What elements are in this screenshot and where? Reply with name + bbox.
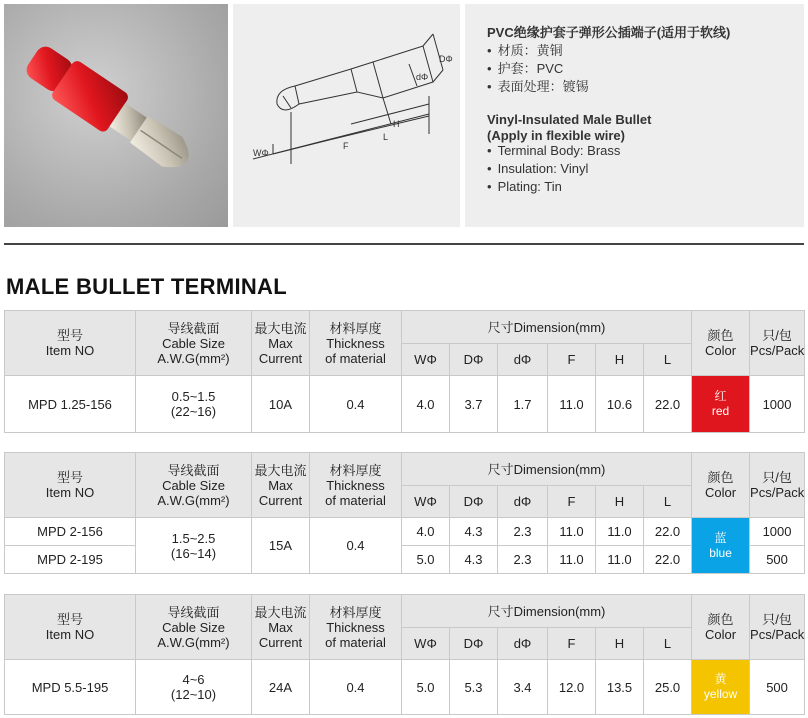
dimension-drawing	[233, 4, 460, 227]
item-no-cell: MPD 2-195	[5, 546, 136, 574]
cable-size-header: 导线截面 Cable Size A.W.G(mm²)	[136, 595, 252, 660]
dim-cell: 10.6	[596, 376, 644, 433]
thickness-cell: 0.4	[310, 660, 402, 715]
pack-header: 只/包 Pcs/Pack	[750, 311, 805, 376]
d-inner-label: dΦ	[416, 72, 429, 82]
dim-l-header: L	[644, 344, 692, 376]
dim-h-header: H	[596, 486, 644, 518]
dim-cell: 5.0	[402, 660, 450, 715]
dim-cell: 13.5	[596, 660, 644, 715]
max-current-header: 最大电流 Max Current	[252, 311, 310, 376]
dim-h-header: H	[596, 344, 644, 376]
cable-size-header: 导线截面 Cable Size A.W.G(mm²)	[136, 311, 252, 376]
color-swatch-yellow: 黄 yellow	[692, 660, 750, 715]
thickness-header: 材料厚度 Thickness of material	[310, 595, 402, 660]
dim-d-inner-header: dΦ	[498, 628, 548, 660]
max-current-header: 最大电流 Max Current	[252, 453, 310, 518]
dimension-header: 尺寸Dimension(mm)	[402, 453, 692, 486]
dim-d-inner-header: dΦ	[498, 344, 548, 376]
dim-cell: 5.0	[402, 546, 450, 574]
dim-cell: 4.0	[402, 518, 450, 546]
h-label: H	[393, 119, 400, 129]
dim-f-header: F	[548, 486, 596, 518]
thickness-header: 材料厚度 Thickness of material	[310, 311, 402, 376]
item-no-cell: MPD 5.5-195	[5, 660, 136, 715]
en-spec-item: • Terminal Body: Brass	[487, 142, 620, 160]
dim-cell: 11.0	[548, 376, 596, 433]
dim-cell: 22.0	[644, 376, 692, 433]
en-spec-list	[487, 142, 620, 196]
dim-f-header: F	[548, 344, 596, 376]
item-no-header: 型号 Item NO	[5, 453, 136, 518]
pack-cell: 500	[750, 546, 805, 574]
dim-cell: 4.0	[402, 376, 450, 433]
dim-w-header: WΦ	[402, 628, 450, 660]
item-no-header: 型号 Item NO	[5, 311, 136, 376]
color-header: 颜色 Color	[692, 453, 750, 518]
cable-size-cell: 0.5~1.5 (22~16)	[136, 376, 252, 433]
dim-l-header: L	[644, 486, 692, 518]
cn-spec-item: • 护套：PVC	[487, 60, 589, 78]
dim-d-header: DΦ	[450, 628, 498, 660]
cn-spec-item: • 材质：黄铜	[487, 42, 589, 60]
item-no-cell: MPD 2-156	[5, 518, 136, 546]
f-label: F	[343, 141, 349, 151]
d-outer-label: DΦ	[439, 54, 453, 64]
dimension-header: 尺寸Dimension(mm)	[402, 311, 692, 344]
pack-cell: 1000	[750, 376, 805, 433]
color-swatch-blue: 蓝 blue	[692, 518, 750, 574]
table-row	[5, 660, 805, 715]
dim-l-header: L	[644, 628, 692, 660]
dim-cell: 4.3	[450, 518, 498, 546]
dim-cell: 11.0	[548, 518, 596, 546]
thickness-cell: 0.4	[310, 518, 402, 574]
dim-d-header: DΦ	[450, 486, 498, 518]
cn-spec-list	[487, 42, 589, 96]
table-row	[5, 546, 805, 574]
cn-product-title: PVC绝缘护套子弹形公插端子(适用于软线)	[487, 25, 731, 40]
dim-cell: 5.3	[450, 660, 498, 715]
max-current-header: 最大电流 Max Current	[252, 595, 310, 660]
max-current-cell: 10A	[252, 376, 310, 433]
max-current-cell: 15A	[252, 518, 310, 574]
dim-f-header: F	[548, 628, 596, 660]
cable-size-cell: 4~6 (12~10)	[136, 660, 252, 715]
dim-cell: 1.7	[498, 376, 548, 433]
cable-size-header: 导线截面 Cable Size A.W.G(mm²)	[136, 453, 252, 518]
dim-d-header: DΦ	[450, 344, 498, 376]
item-no-header: 型号 Item NO	[5, 595, 136, 660]
table-row	[5, 376, 805, 433]
dim-cell: 11.0	[548, 546, 596, 574]
dim-d-inner-header: dΦ	[498, 486, 548, 518]
dim-cell: 3.4	[498, 660, 548, 715]
color-swatch-red: 红 red	[692, 376, 750, 433]
technical-drawing-icon	[233, 4, 460, 227]
spec-table-2	[4, 452, 805, 574]
spec-table-3	[4, 594, 805, 715]
item-no-cell: MPD 1.25-156	[5, 376, 136, 433]
dim-cell: 3.7	[450, 376, 498, 433]
color-header: 颜色 Color	[692, 595, 750, 660]
pack-header: 只/包 Pcs/Pack	[750, 453, 805, 518]
cn-spec-item: • 表面处理：镀锡	[487, 78, 589, 96]
divider	[4, 243, 804, 245]
l-label: L	[383, 132, 389, 142]
dimension-header: 尺寸Dimension(mm)	[402, 595, 692, 628]
product-photo	[4, 4, 228, 227]
dim-w-header: WΦ	[402, 344, 450, 376]
dim-cell: 12.0	[548, 660, 596, 715]
dim-cell: 2.3	[498, 546, 548, 574]
thickness-header: 材料厚度 Thickness of material	[310, 453, 402, 518]
dim-cell: 2.3	[498, 518, 548, 546]
en-spec-item: • Plating: Tin	[487, 178, 620, 196]
pack-header: 只/包 Pcs/Pack	[750, 595, 805, 660]
dim-cell: 11.0	[596, 518, 644, 546]
w-label: WΦ	[253, 148, 269, 158]
dim-cell: 22.0	[644, 546, 692, 574]
pack-cell: 500	[750, 660, 805, 715]
dim-cell: 22.0	[644, 518, 692, 546]
bullet-terminal-image	[4, 4, 228, 227]
thickness-cell: 0.4	[310, 376, 402, 433]
pack-cell: 1000	[750, 518, 805, 546]
table-row	[5, 518, 805, 546]
section-title: MALE BULLET TERMINAL	[6, 274, 287, 299]
product-description	[465, 4, 804, 227]
cable-size-cell: 1.5~2.5 (16~14)	[136, 518, 252, 574]
en-spec-item: • Insulation: Vinyl	[487, 160, 620, 178]
dim-cell: 25.0	[644, 660, 692, 715]
dim-cell: 11.0	[596, 546, 644, 574]
dim-cell: 4.3	[450, 546, 498, 574]
max-current-cell: 24A	[252, 660, 310, 715]
en-product-title: Vinyl-Insulated Male Bullet (Apply in flexible wire)	[487, 112, 652, 143]
spec-table-1	[4, 310, 805, 433]
color-header: 颜色 Color	[692, 311, 750, 376]
dim-h-header: H	[596, 628, 644, 660]
dim-w-header: WΦ	[402, 486, 450, 518]
